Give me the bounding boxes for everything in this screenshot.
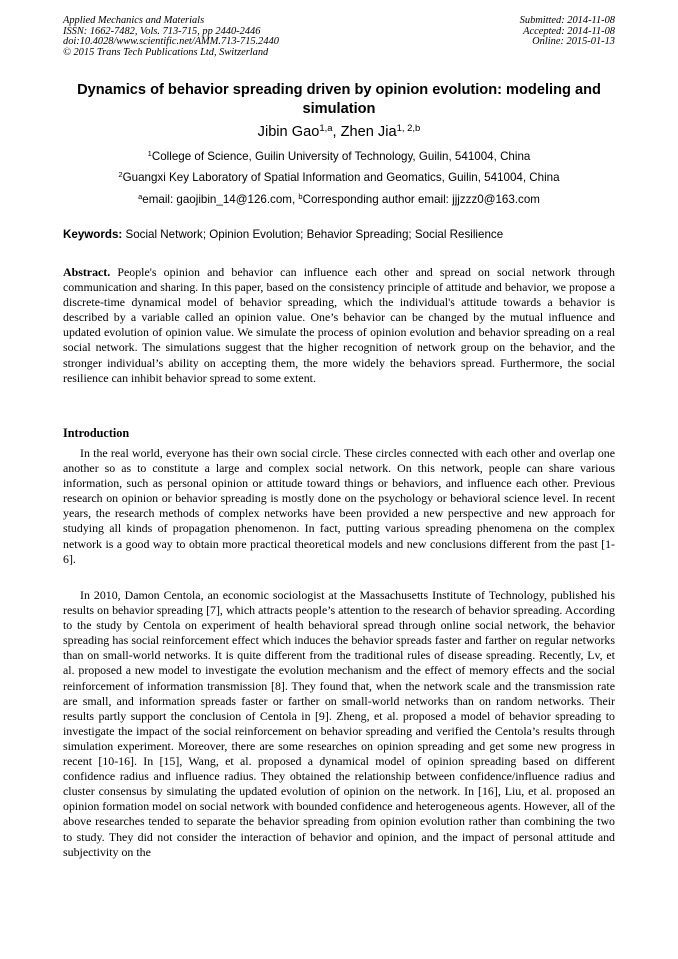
- intro-paragraph-2: In 2010, Damon Centola, an economic sociologist at the Massachusetts Institute of Technology, published his results on behavior spreading [7], which attracts people’s attention to the research of behavior spreading. According to the study by Centola on experiment of health behavioral spread through online social network, the behavior spreading has social reinforcement effect which induces the behavior spreads faster and farther on regular networks than on small-world networks. It is quite different from the traditional rules of disease spreading. Recently, Lv, et al. proposed a new model to investigate the evolution mechanism and the effect of memory effects and the social reinforcement of information transmission [8]. They found that, when the network scale and the transmission rate are small, and information spreads faster or farther on small-world networks than on random networks. Their results partly support the conclusion of Centola in [9]. Zheng, et al. proposed a model of behavior spreading to investigate the impact of the social reinforcement on behavior spreading and verified the Centola’s results through simulation experiment. Moreover, there are some researches on opinion spreading and get some new progress in recent [10-16]. In [15], Wang, et al. proposed a dynamical model of opinion spreading based on different confidence radius and influence radius. They obtained the relationship between confidence/influence radius and cluster consensus by simulating the updated evolution of opinion on the network. In [16], Liu, et al. proposed an opinion formation model on social network with bounded confidence and heterogeneous agents. However, all of the above researches tended to separate the behavior spreading from opinion evolution rather than combining the two to study. They did not consider the interaction of behavior and opinion, and the impact of personal attitude and subjectivity on the: [63, 588, 615, 859]
- online-date: Online: 2015-01-13: [532, 36, 615, 48]
- affiliation-2-mark: 2: [118, 169, 123, 179]
- author-1: Jibin Gao: [257, 124, 320, 140]
- affiliation-1: [40, 150, 638, 165]
- keywords-line: [63, 228, 623, 242]
- affiliation-2-text: Guangxi Key Laboratory of Spatial Information and Geomatics, Guilin, 541004, China: [122, 171, 560, 184]
- paper-title: Dynamics of behavior spreading driven by opinion evolution: modeling and simulation: [77, 82, 601, 117]
- journal-doi: doi:10.4028/www.scientific.net/AMM.713-715.2440: [63, 36, 279, 48]
- email-b-mark: b: [298, 191, 303, 201]
- journal-copyright: © 2015 Trans Tech Publications Ltd, Switzerland: [63, 46, 269, 58]
- affiliation-1-mark: 1: [147, 148, 152, 158]
- affiliation-2: [40, 171, 638, 186]
- author-separator: ,: [332, 124, 341, 140]
- email-a-mark: a: [138, 191, 143, 201]
- author-2-affil: 1, 2,b: [396, 122, 421, 134]
- email-a-text: email: gaojibin_14@126.com,: [142, 193, 299, 206]
- author-1-affil: 1,a: [319, 122, 333, 134]
- email-b-text: Corresponding author email: jjjzzz0@163.com: [302, 193, 540, 206]
- affiliation-1-text: College of Science, Guilin University of Technology, Guilin, 541004, China: [151, 150, 531, 163]
- journal-header-left: [63, 16, 279, 58]
- abstract-text: People's opinion and behavior can influence each other and spread on social network through communication and sharing. In this paper, based on the consistency principle of attitude and behavior, we propose a discrete-time dynamical model of behavior spreading, which the individual's attitude towards a behavior is described by a variable called an opinion value. One’s behavior can be changed by the mutual influence and updated evolution of opinion value. We simulate the process of opinion evolution and behavior spreading on a real social network. The simulations suggest that the higher recognition of network group on the behavior, and the stronger individual’s ability on accepting them, the more widely the behaviors spread. Furthermore, the social resilience can inhibit behavior spread to some extent.: [63, 265, 615, 385]
- journal-issn: ISSN: 1662-7482, Vols. 713-715, pp 2440-2446: [63, 25, 261, 37]
- author-2: Zhen Jia: [340, 124, 397, 140]
- journal-header-right: [520, 16, 615, 48]
- keywords-text: Social Network; Opinion Evolution; Behavior Spreading; Social Resilience: [122, 228, 504, 241]
- intro-paragraph-1: In the real world, everyone has their own social circle. These circles connected with each other and overlap one another so as to constitute a large and complex social network. On this network, people can share various information, such as personal opinion or attitude toward things or behaviors, and influence each other. Previous research on opinion or behavior spreading is mostly done on the psychology or behavioral science level. In recent years, the research methods of complex networks have been provided a new perspective and new approach for studying all kinds of propagation phenomenon. In fact, putting various spreading phenomena on the complex network is a good way to obtain more practical theoretical models and new conclusions different from the past [1-6].: [63, 446, 615, 566]
- keywords-label: Keywords:: [63, 228, 123, 241]
- author-line: [40, 122, 638, 144]
- abstract-paragraph: [63, 265, 615, 386]
- introduction-heading: Introduction: [63, 426, 130, 440]
- email-line: [40, 193, 638, 208]
- abstract-label: Abstract.: [63, 265, 111, 279]
- submitted-date: Submitted: 2014-11-08: [519, 15, 615, 26]
- journal-name: Applied Mechanics and Materials: [63, 15, 205, 26]
- accepted-date: Accepted: 2014-11-08: [523, 25, 615, 37]
